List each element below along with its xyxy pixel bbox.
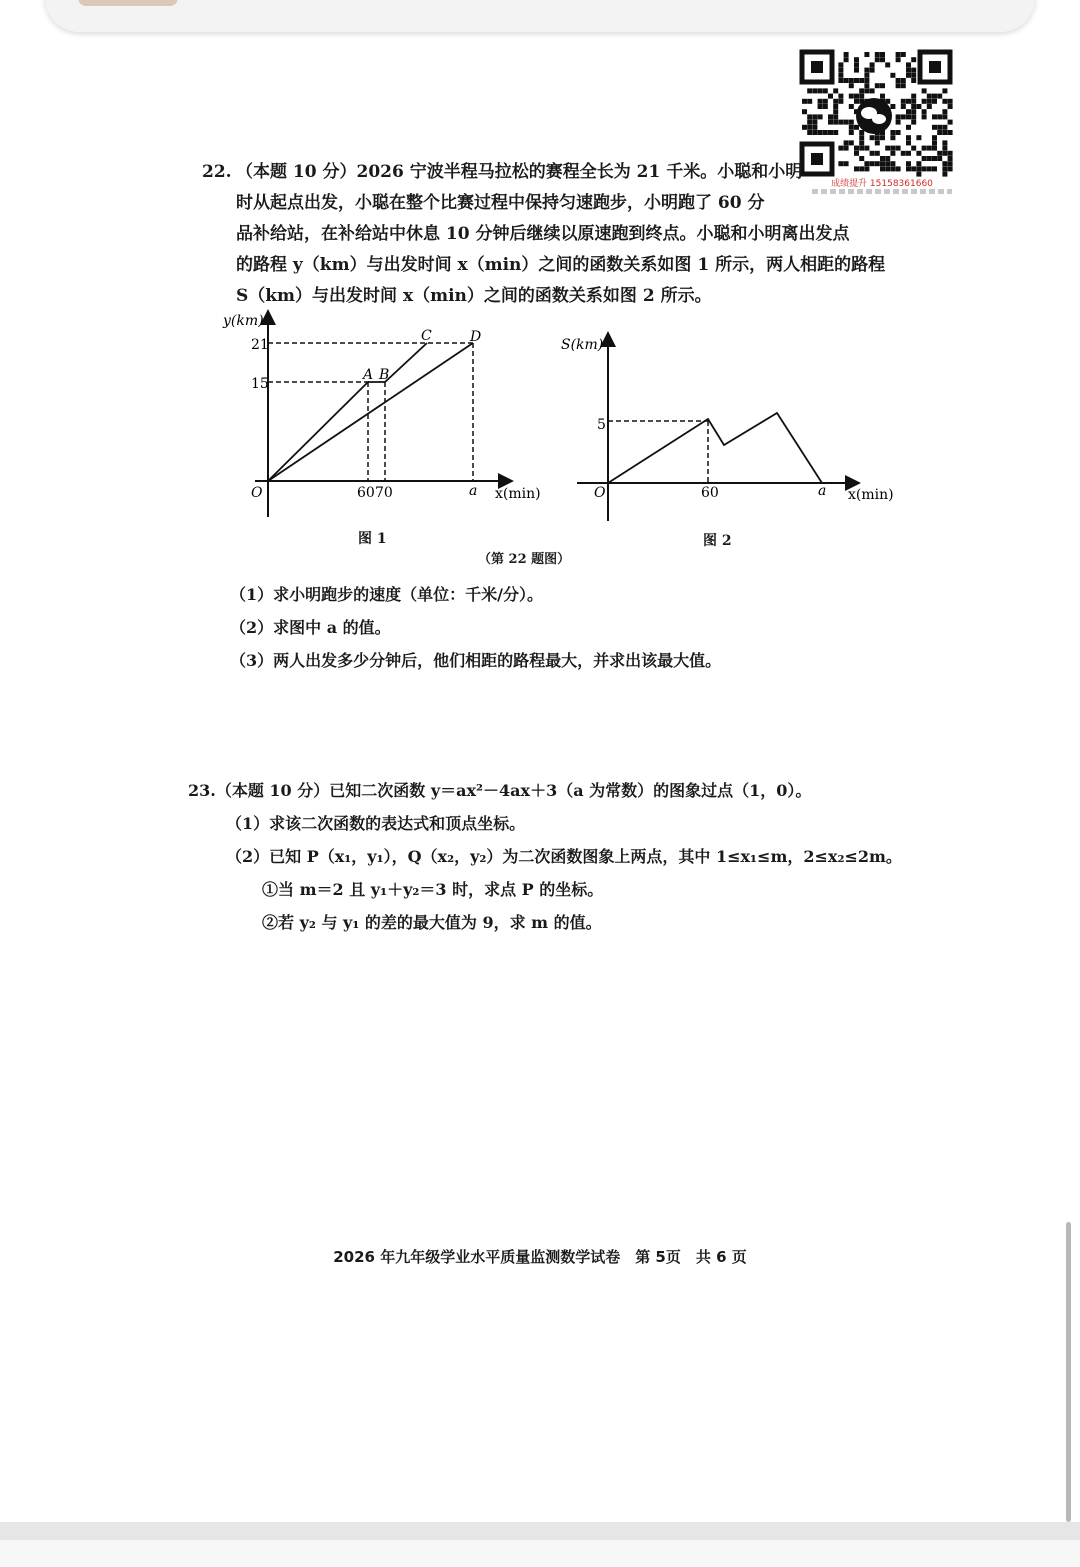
q22-line-4: 的路程 y（km）与出发时间 x（min）之间的函数关系如图 1 所示，两人相距的路程 bbox=[236, 255, 886, 275]
fig2-distance-line bbox=[608, 413, 822, 483]
q23-sub-1: （1）求该二次函数的表达式和顶点坐标。 bbox=[226, 814, 526, 833]
bottom-bar bbox=[0, 1522, 1080, 1540]
fig2-xlabel: x(min) bbox=[848, 487, 894, 503]
fig1-xtick-70: 70 bbox=[375, 485, 393, 501]
q23-sub-2a: ①当 m＝2 且 y₁＋y₂＝3 时，求点 P 的坐标。 bbox=[262, 880, 604, 899]
fig1-ylabel: y(km) bbox=[223, 313, 264, 329]
fig1-caption: 图 1 bbox=[358, 531, 387, 547]
q22-sub-1: （1）求小明跑步的速度（单位：千米/分）。 bbox=[230, 585, 543, 604]
q23-sub-2b: ②若 y₂ 与 y₁ 的差的最大值为 9，求 m 的值。 bbox=[262, 913, 602, 932]
qr-label: 成绩提升 15158361660 bbox=[831, 179, 933, 189]
qr-sub-text bbox=[812, 189, 952, 194]
fig1-ytick-15: 15 bbox=[251, 376, 269, 392]
top-card bbox=[45, 0, 1035, 32]
fig2-ylabel: S(km) bbox=[561, 337, 604, 353]
q22-line-5: S（km）与出发时间 x（min）之间的函数关系如图 2 所示。 bbox=[236, 286, 712, 306]
q22-sub-3: （3）两人出发多少分钟后，他们相距的路程最大，并求出该最大值。 bbox=[230, 651, 722, 670]
q23-sub-2: （2）已知 P（x₁，y₁），Q（x₂，y₂）为二次函数图象上两点，其中 1≤x₁≤m，2≤x₂≤2m。 bbox=[226, 847, 902, 866]
fig2-xtick-a: a bbox=[818, 483, 827, 499]
fig1-ytick-21: 21 bbox=[251, 337, 269, 353]
q22-number: 22. bbox=[202, 162, 232, 182]
fig1-xlabel: x(min) bbox=[495, 486, 541, 502]
fig2-caption: 图 2 bbox=[703, 533, 732, 549]
thumbnail[interactable] bbox=[78, 0, 178, 6]
fig1-point-d: D bbox=[470, 329, 482, 345]
page-footer: 2026 年九年级学业水平质量监测数学试卷 第 5页 共 6 页 bbox=[333, 1248, 747, 1266]
fig2-origin: O bbox=[594, 485, 606, 501]
fig1-point-b: B bbox=[379, 367, 390, 383]
fig2-xtick-60: 60 bbox=[701, 485, 719, 501]
fig1-point-a: A bbox=[363, 367, 374, 383]
scrollbar-thumb[interactable] bbox=[1066, 1222, 1071, 1522]
q22-line-3: 品补给站，在补给站中休息 10 分钟后继续以原速跑到终点。小聪和小明离出发点 bbox=[236, 224, 850, 244]
fig1-xtick-60: 60 bbox=[357, 485, 375, 501]
fig1-xtick-a: a bbox=[469, 483, 478, 499]
fig1-origin: O bbox=[251, 485, 263, 501]
fig2-ytick-5: 5 bbox=[597, 417, 606, 433]
bottom-bar-lower bbox=[0, 1540, 1080, 1567]
fig1-xiaoming-line bbox=[268, 343, 427, 481]
q22-sub-2: （2）求图中 a 的值。 bbox=[230, 618, 391, 637]
fig1-point-c: C bbox=[421, 328, 432, 344]
fig1-xiaocong-line bbox=[268, 343, 473, 481]
figure-2 bbox=[555, 325, 905, 525]
figure-1 bbox=[215, 305, 550, 520]
figure-caption: （第 22 题图） bbox=[478, 552, 571, 567]
q22-line-1: （本题 10 分）2026 宁波半程马拉松的赛程全长为 21 千米。小聪和小明 bbox=[236, 162, 803, 182]
q23-line-1: 23.（本题 10 分）已知二次函数 y＝ax²－4ax＋3（a 为常数）的图象过点（1，0）。 bbox=[188, 781, 812, 800]
q22-line-2: 时从起点出发，小聪在整个比赛过程中保持匀速跑步，小明跑了 60 分 bbox=[236, 193, 765, 213]
qr-code-image bbox=[788, 40, 968, 180]
